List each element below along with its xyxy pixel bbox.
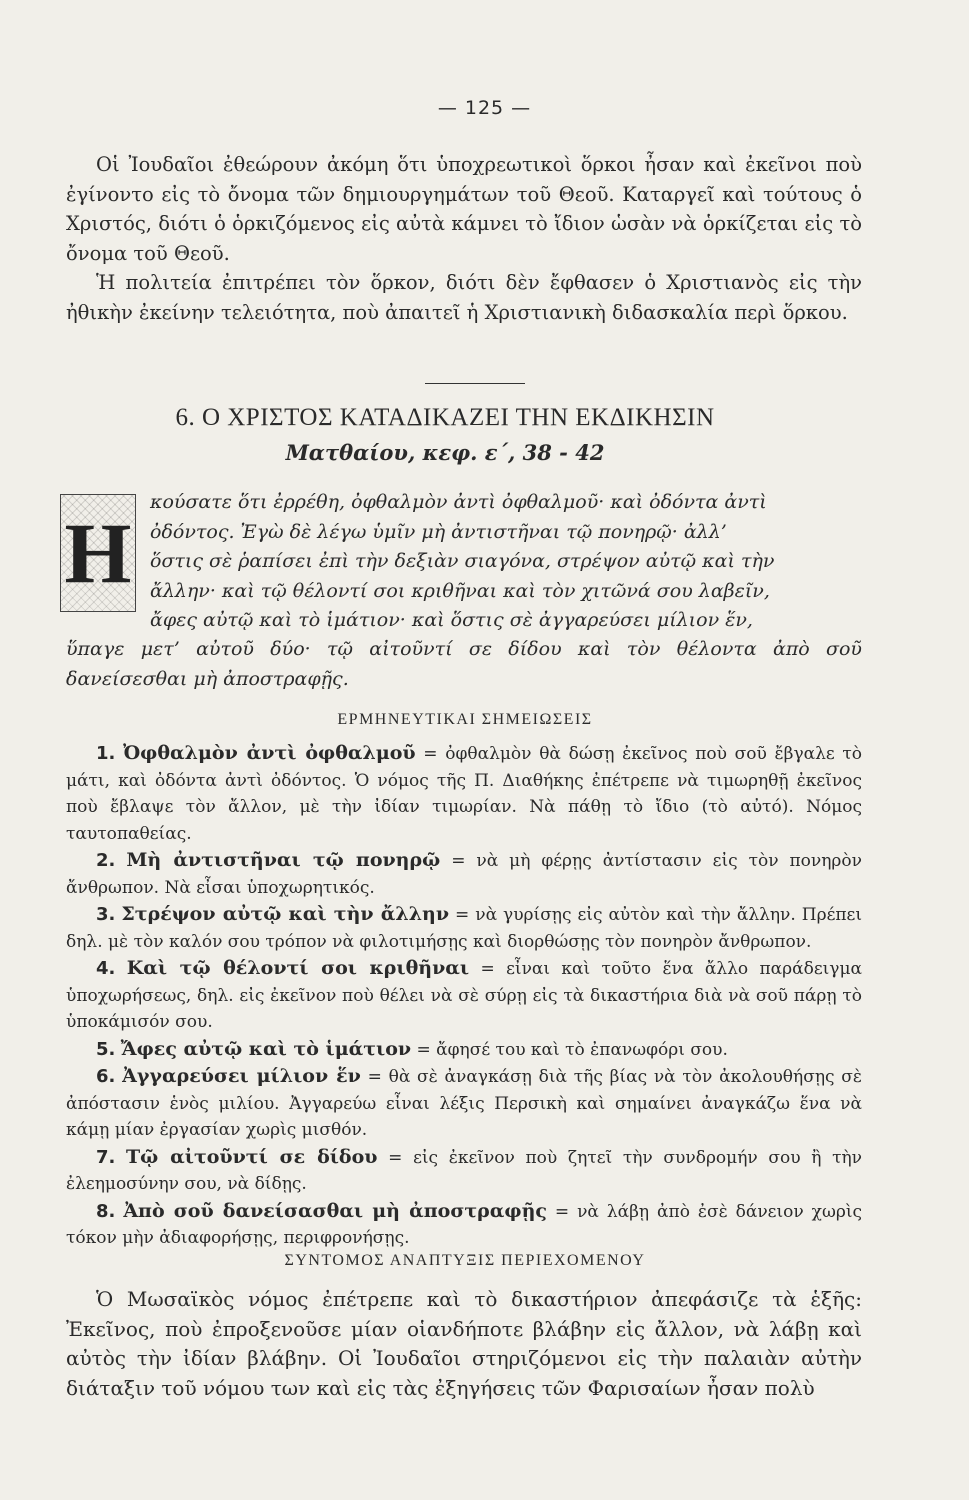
verse-line: ὀδόντος. Ἐγὼ δὲ λέγω ὑμῖν μὴ ἀντιστῆναι τῷ πονηρῷ· ἀλλ’ xyxy=(150,520,727,543)
note-term: Καὶ τῷ θέλοντί σοι κριθῆναι xyxy=(126,957,470,979)
equals-sign: = xyxy=(554,1201,570,1222)
drop-cap-letter: Η xyxy=(64,505,132,601)
note-term: Ἀγγαρεύσει μίλιον ἕν xyxy=(122,1065,361,1087)
note-term: Μὴ ἀντιστῆναι τῷ πονηρῷ xyxy=(126,849,441,871)
equals-sign: = xyxy=(388,1147,403,1168)
equals-sign: = xyxy=(423,744,438,764)
note-term: Τῷ αἰτοῦντί σε δίδου xyxy=(126,1145,378,1168)
verse-line: κούσατε ὅτι ἐρρέθη, ὀφθαλμὸν ἀντὶ ὀφθαλμοῦ· καὶ ὀδόντα ἀντὶ xyxy=(150,491,767,513)
note-text: θὰ σὲ ἀναγκάσῃ διὰ τῆς βίας νὰ τὸν ἀκολουθήσῃς σὲ ἀπόστασιν ἑνὸς μιλίου. Ἀγγαρεύω εἶναι λέξις Περσικὴ καὶ σημαίνει ἀναγκάζω ἕνα νὰ κάμῃ μίαν ἐργασίαν χωρὶς μισθόν. xyxy=(66,1067,863,1140)
note-item xyxy=(66,1198,862,1252)
verse-line: ἄλλην· καὶ τῷ θέλοντί σοι κριθῆναι καὶ τὸν χιτῶνά σου λαβεῖν, xyxy=(150,579,770,602)
section-divider xyxy=(425,383,525,384)
note-number: 7. xyxy=(96,1146,116,1168)
note-item xyxy=(66,740,862,847)
note-number: 4. xyxy=(96,958,116,979)
equals-sign: = xyxy=(455,905,470,925)
note-number: 6. xyxy=(96,1066,116,1087)
note-item xyxy=(66,901,862,955)
note-text: εἰς ἐκεῖνον ποὺ ζητεῖ τὴν συνδρομήν σου ἢ τὴν ἐλεημοσύνην σου, νὰ δίδῃς. xyxy=(66,1147,863,1194)
summary-paragraph: Ὁ Μωσαϊκὸς νόμος ἐπέτρεπε καὶ τὸ δικαστήριον ἀπεφάσιζε τὰ ἑξῆς: Ἐκεῖνος, ποὺ ἐπροξενοῦσε μίαν οἱανδήποτε βλάβην εἰς ἄλλον, νὰ λάβῃ καὶ αὐτὸς τὴν ἰδίαν βλάβην. Οἱ Ἰουδαῖοι στηριζόμενοι εἰς τὴν παλαιὰν αὐτὴν διάταξιν τοῦ νόμου των καὶ εἰς τὰς ἐξηγήσεις τῶν Φαρισαίων ἦσαν πολὺ xyxy=(66,1287,862,1400)
equals-sign: = xyxy=(367,1067,382,1087)
note-item xyxy=(66,1063,862,1144)
equals-sign: = xyxy=(480,959,495,979)
chapter-title: 6. Ο ΧΡΙΣΤΟΣ ΚΑΤΑΔΙΚΑΖΕΙ ΤΗΝ ΕΚΔΙΚΗΣΙΝ xyxy=(175,404,715,431)
equals-sign: = xyxy=(416,1039,431,1060)
note-term: Ἄφες αὐτῷ καὶ τὸ ἱμάτιον xyxy=(120,1037,412,1060)
verse-tail: ὕπαγε μετ’ αὐτοῦ δύο· τῷ αἰτοῦντί σε δίδου καὶ τὸν θέλοντα ἀπὸ σοῦ δανείσεσθαι μὴ ἀποστραφῇς. xyxy=(66,638,862,690)
note-term: Ὀφθαλμὸν ἀντὶ ὀφθαλμοῦ xyxy=(123,742,416,764)
equals-sign: = xyxy=(451,851,466,871)
note-text: ἄφησέ του καὶ τὸ ἐπανωφόρι σου. xyxy=(436,1039,728,1060)
note-item xyxy=(66,847,862,901)
note-term: Ἀπὸ σοῦ δανείσασθαι μὴ ἀποστραφῇς xyxy=(123,1199,547,1222)
ornamental-drop-cap xyxy=(60,494,136,612)
intro-text xyxy=(66,150,862,327)
intro-paragraph-2: Ἡ πολιτεία ἐπιτρέπει τὸν ὅρκον, διότι δὲν ἔφθασεν ὁ Χριστιανὸς εἰς τὴν ἠθικὴν ἐκείνην τελειότητα, ποὺ ἀπαιτεῖ ἡ Χριστιανικὴ διδασκαλία περὶ ὅρκου. xyxy=(66,271,862,324)
note-item xyxy=(66,955,862,1036)
note-number: 2. xyxy=(96,850,116,871)
note-number: 1. xyxy=(96,743,116,764)
note-text: εἶναι καὶ τοῦτο ἕνα ἄλλο παράδειγμα ὑποχωρήσεως, δηλ. εἰς ἐκεῖνον ποὺ θέλει νὰ σὲ σύρῃ εἰς τὰ δικαστήρια διὰ νὰ σοῦ πάρῃ τὸ ὑποκάμισόν σου. xyxy=(66,959,862,1032)
verse-line: ὅστις σὲ ῥαπίσει ἐπὶ τὴν δεξιὰν σιαγόνα, στρέψον αὐτῷ καὶ τὴν xyxy=(150,550,775,572)
scripture-reference: Ματθαίου, κεφ. ε΄, 38 - 42 xyxy=(285,440,605,465)
verse-line: ἄφες αὐτῷ καὶ τὸ ἱμάτιον· καὶ ὅστις σὲ ἀγγαρεύσει μίλιον ἕν, xyxy=(150,609,753,631)
notes-heading: ΕΡΜΗΝΕΥΤΙΚΑΙ ΣΗΜΕΙΩΣΕΙΣ xyxy=(337,711,593,728)
notes-list xyxy=(66,740,862,1252)
note-term: Στρέψον αὐτῷ καὶ τὴν ἄλλην xyxy=(121,903,450,925)
note-number: 3. xyxy=(96,904,116,925)
note-text: νὰ μὴ φέρῃς ἀντίστασιν εἰς τὸν πονηρὸν ἄνθρωπον. Νὰ εἶσαι ὑποχωρητικός. xyxy=(66,851,862,898)
note-item xyxy=(66,1036,862,1064)
note-number: 5. xyxy=(96,1038,116,1060)
summary-block xyxy=(66,1285,862,1403)
page-number: — 125 — xyxy=(437,97,532,119)
note-item xyxy=(66,1144,862,1198)
note-text: νὰ λάβῃ ἀπὸ ἐσὲ δάνειον χωρὶς τόκον μὴν ἀδιαφορήσῃς, περιφρονήσῃς. xyxy=(66,1201,863,1248)
note-text: νὰ γυρίσῃς εἰς αὐτὸν καὶ τὴν ἄλλην. Πρέπει δηλ. μὲ τὸν καλόν σου τρόπον νὰ φιλοτιμήσῃς καὶ διορθώσῃς τὸν πονηρὸν ἄνθρωπον. xyxy=(66,905,863,952)
summary-heading: ΣΥΝΤΟΜΟΣ ΑΝΑΠΤΥΞΙΣ ΠΕΡΙΕΧΟΜΕΝΟΥ xyxy=(284,1252,646,1269)
intro-paragraph-1: Οἱ Ἰουδαῖοι ἐθεώρουν ἀκόμη ὅτι ὑποχρεωτικοὶ ὅρκοι ἦσαν καὶ ἐκεῖνοι ποὺ ἐγίνοντο εἰς τὸ ὄνομα τῶν δημιουργημάτων τοῦ Θεοῦ. Καταργεῖ καὶ τούτους ὁ Χριστός, διότι ὁ ὁρκιζόμενος εἰς αὐτὰ κάμνει τὸ ἴδιον ὡσὰν νὰ ὁρκίζεται εἰς τὸ ὄνομα τοῦ Θεοῦ. xyxy=(66,153,862,265)
note-text: ὀφθαλμὸν θὰ δώσῃ ἐκεῖνος ποὺ σοῦ ἔβγαλε τὸ μάτι, καὶ ὀδόντα ἀντὶ ὀδόντος. Ὁ νόμος τῆς Π. Διαθήκης ἐπέτρεπε νὰ τιμωρηθῇ ἐκεῖνος ποὺ ἔβλαψε τὸν ἄλλον, μὲ τὴν ἰδίαν τιμωρίαν. Νὰ πάθῃ τὸ ἴδιο (τὸ αὐτό). Νόμος ταυτοπαθείας. xyxy=(66,744,863,844)
note-number: 8. xyxy=(96,1200,116,1222)
